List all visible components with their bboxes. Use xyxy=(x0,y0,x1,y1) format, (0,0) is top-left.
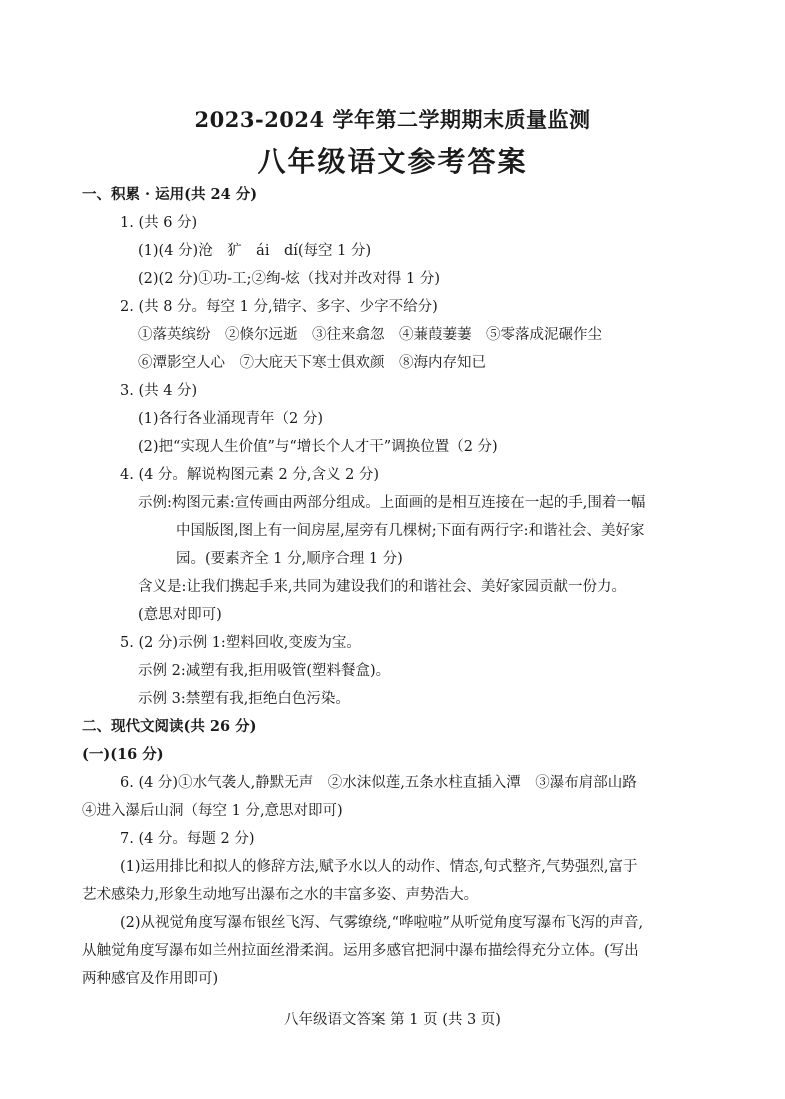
answer-line: ④进入瀑后山洞（每空 1 分,意思对即可) xyxy=(82,803,343,819)
answer-line: 两种感官及作用即可) xyxy=(82,971,219,987)
answer-line: (1)各行各业涌现青年（2 分) xyxy=(138,411,324,427)
answer-line: 中国版图,图上有一间房屋,屋旁有几棵树;下面有两行字:和谐社会、美好家 xyxy=(176,523,645,539)
section-heading: 一、积累 · 运用(共 24 分) xyxy=(82,186,258,203)
exam-title: 2023-2024 学年第二学期期末质量监测 xyxy=(194,107,591,132)
answer-line: 示例 2:减塑有我,拒用吸管(塑料餐盒)。 xyxy=(138,663,391,679)
question-heading: 4. (4 分。解说构图元素 2 分,含义 2 分) xyxy=(120,467,380,483)
document-title: 八年级语文参考答案 xyxy=(257,145,528,178)
answer-line: 含义是:让我们携起手来,共同为建设我们的和谐社会、美好家园贡献一份力。 xyxy=(138,579,626,595)
answer-line: (2)从视觉角度写瀑布银丝飞泻、气雾缭绕,“哗啦啦”从听觉角度写瀑布飞泻的声音, xyxy=(120,915,644,931)
question-heading: 3. (共 4 分) xyxy=(120,383,198,399)
answer-line: (2)(2 分)①功-工;②绚-炫（找对并改对得 1 分) xyxy=(138,271,440,287)
question-heading: 2. (共 8 分。每空 1 分,错字、多字、少字不给分) xyxy=(120,299,438,315)
answer-line: 从触觉角度写瀑布如兰州拉面丝滑柔润。运用多感官把洞中瀑布描绘得充分立体。(写出 xyxy=(82,943,639,959)
answer-line: 示例 3:禁塑有我,拒绝白色污染。 xyxy=(138,691,350,707)
answer-line: ⑥潭影空人心 ⑦大庇天下寒士俱欢颜 ⑧海内存知已 xyxy=(138,355,486,371)
answer-line: 艺术感染力,形象生动地写出瀑布之水的丰富多姿、声势浩大。 xyxy=(82,887,479,903)
answer-line: (意思对即可) xyxy=(138,607,222,623)
subsection-heading: (一)(16 分) xyxy=(82,746,164,763)
section-heading: 二、现代文阅读(共 26 分) xyxy=(82,718,257,735)
answer-line: ①落英缤纷 ②倏尔远逝 ③往来翕忽 ④蒹葭萋萋 ⑤零落成泥碾作尘 xyxy=(138,327,602,343)
answer-line: (2)把“实现人生价值”与“增长个人才干”调换位置（2 分) xyxy=(138,439,498,455)
page-footer: 八年级语文答案 第 1 页 (共 3 页) xyxy=(284,1012,501,1028)
answer-line: (1)(4 分)沧 犷 ái dí(每空 1 分) xyxy=(138,243,372,259)
answer-line: (1)运用排比和拟人的修辞方法,赋予水以人的动作、情态,句式整齐,气势强烈,富于 xyxy=(120,859,638,875)
question-heading: 1. (共 6 分) xyxy=(120,215,198,231)
answer-line: 示例:构图元素:宣传画由两部分组成。上面画的是相互连接在一起的手,围着一幅 xyxy=(138,495,646,511)
question-heading: 6. (4 分)①水气袭人,静默无声 ②水沫似莲,五条水柱直插入潭 ③瀑布肩部山路 xyxy=(120,775,637,791)
question-heading: 5. (2 分)示例 1:塑料回收,变废为宝。 xyxy=(120,635,361,651)
question-heading: 7. (4 分。每题 2 分) xyxy=(120,831,255,847)
answer-line: 园。(要素齐全 1 分,顺序合理 1 分) xyxy=(176,551,403,567)
